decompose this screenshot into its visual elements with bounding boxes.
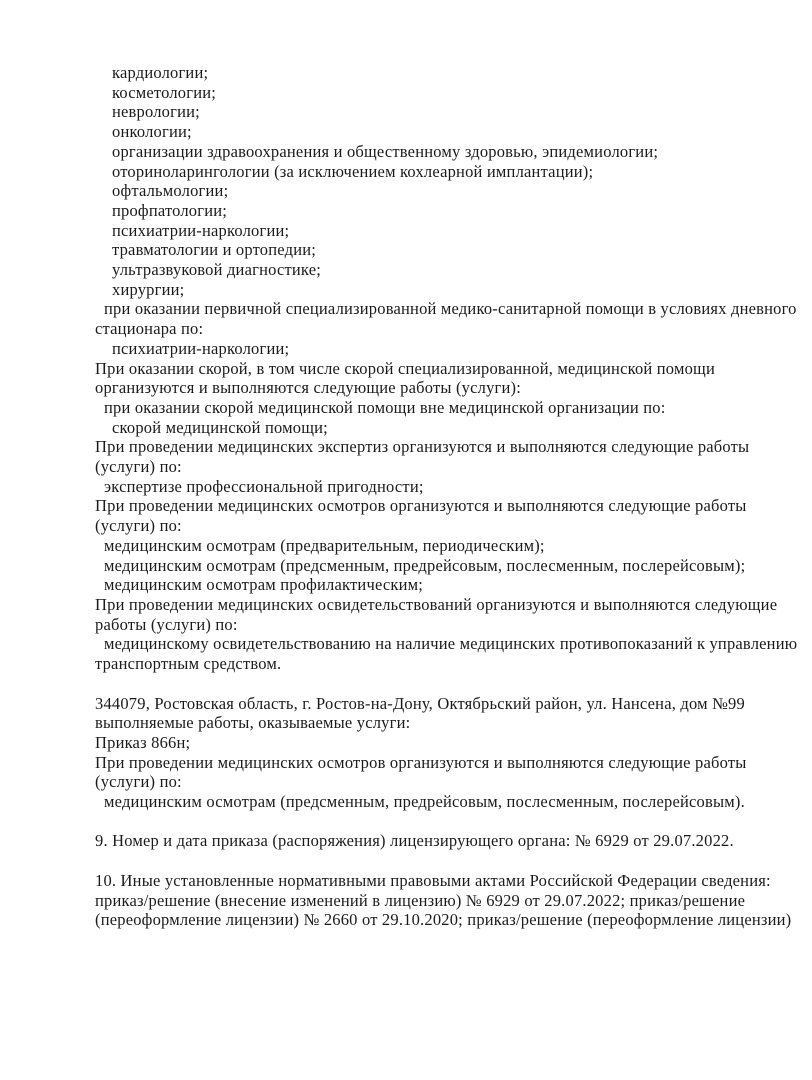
text-line: (переоформление лицензии) № 2660 от 29.10.2020; приказ/решение (переоформление лицензии) [95,910,792,930]
text-line: онкологии; [112,122,192,142]
text-line: психиатрии-наркологии; [112,220,290,240]
text-line: стационара по: [95,319,204,339]
text-line: неврологии; [112,102,200,122]
text-line: при оказании скорой медицинской помощи вне медицинской организации по: [104,397,666,417]
text-line: Приказ 866н; [95,732,191,752]
blank-line [95,674,767,694]
text-line: кардиологии; [112,63,209,82]
document-page [95,63,798,930]
text-line: организации здравоохранения и общественному здоровью, эпидемиологии; [112,141,659,161]
text-line: хирургии; [112,279,185,299]
text-line: (услуги) по: [95,516,182,536]
text-line: оториноларингологии (за исключением кохлеарной имплантации); [112,161,594,181]
text-line: При проведении медицинских осмотров организуются и выполняются следующие работы [95,496,747,516]
text-line: При проведении медицинских осмотров организуются и выполняются следующие работы [95,752,747,772]
text-line: медицинским осмотрам (предсменным, предрейсовым, послесменным, послерейсовым); [104,555,746,575]
text-line: транспортным средством. [95,654,282,674]
text-line: травматологии и ортопедии; [112,240,317,260]
text-line: экспертизе профессиональной пригодности; [104,476,424,496]
text-line: при оказании первичной специализированной медико-санитарной помощи в условиях дневного [104,299,797,319]
text-line: 344079, Ростовская область, г. Ростов-на-Дону, Октябрьский район, ул. Нансена, дом №99 [95,693,745,713]
text-line: организуются и выполняются следующие работы (услуги): [95,378,522,398]
text-line: офтальмологии; [112,181,229,201]
text-line: психиатрии-наркологии; [112,338,290,358]
text-line: (услуги) по: [95,772,182,792]
text-line: медицинским осмотрам профилактическим; [104,575,424,595]
text-line: косметологии; [112,82,217,102]
text-line: выполняемые работы, оказываемые услуги: [95,713,411,733]
text-line: медицинскому освидетельствованию на наличие медицинских противопоказаний к управлению [104,634,798,654]
document-body [95,63,798,930]
text-line: 10. Иные установленные нормативными правовыми актами Российской Федерации сведения: [95,870,771,890]
text-line: профпатологии; [112,200,228,220]
text-line: При проведении медицинских освидетельствований организуются и выполняются следующие [95,594,778,614]
text-line: (услуги) по: [95,457,182,477]
text-line: медицинским осмотрам (предсменным, предрейсовым, послесменным, послерейсовым). [104,792,745,812]
text-line: При проведении медицинских экспертиз организуются и выполняются следующие работы [95,437,750,457]
text-line: медицинским осмотрам (предварительным, периодическим); [104,535,545,555]
text-line: 9. Номер и дата приказа (распоряжения) лицензирующего органа: № 6929 от 29.07.2022. [95,831,734,851]
text-line: При оказании скорой, в том числе скорой специализированной, медицинской помощи [95,358,715,378]
text-line: ультразвуковой диагностике; [112,260,322,280]
text-line: скорой медицинской помощи; [112,417,328,437]
text-line: работы (услуги) по: [95,614,238,634]
text-line: приказ/решение (внесение изменений в лицензию) № 6929 от 29.07.2022; приказ/решение [95,890,746,910]
blank-line [95,812,767,832]
blank-line [95,851,767,871]
